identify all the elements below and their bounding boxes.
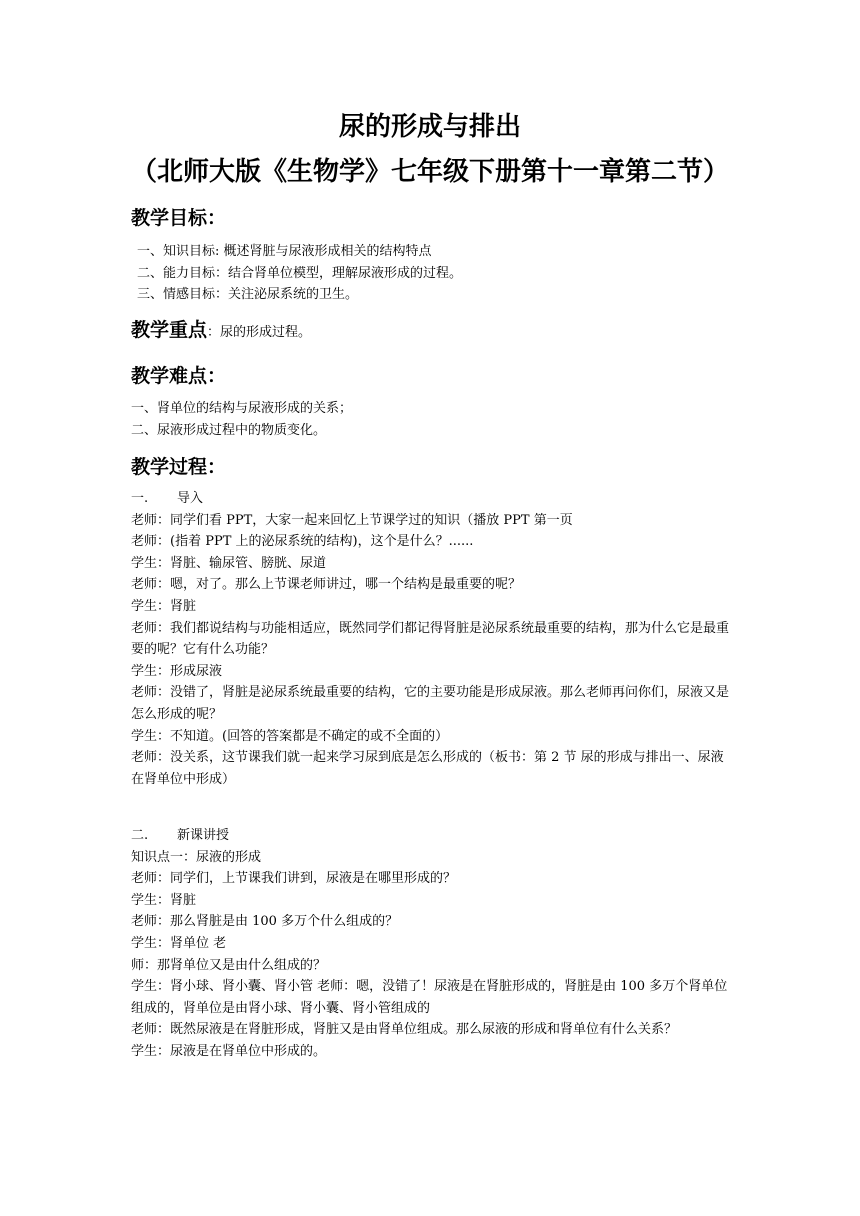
objectives-heading: 教学目标： — [131, 207, 227, 229]
objective-item: 三、情感目标：关注泌尿系统的卫生。 — [137, 287, 359, 303]
dialogue-line: 老师：同学们看 PPT，大家一起来回忆上节课学过的知识（播放 PPT 第一页 — [131, 512, 573, 528]
section-1-title-line — [131, 488, 736, 510]
dialogue-line: 老师：既然尿液是在肾脏形成，肾脏又是由肾单位组成。那么尿液的形成和肾单位有什么关系？ — [131, 1022, 678, 1038]
key-point-heading: 教学重点 — [131, 319, 208, 341]
difficulty-item: 一、肾单位的结构与尿液形成的关系； — [131, 401, 353, 416]
dialogue-line: 老师：没关系，这节课我们就一起来学习尿到底是怎么形成的（板书：第 2 节 尿的形成与排出一、尿液在肾单位中形成） — [131, 750, 724, 787]
dialogue-line: 老师：那么肾脏是由 100 多万个什么组成的？ — [131, 914, 399, 930]
dialogue-line: 老师：同学们，上节课我们讲到，尿液是在哪里形成的？ — [131, 871, 457, 887]
dialogue-line: 老师：嗯，对了。那么上节课老师讲过，哪一个结构是最重要的呢？ — [131, 577, 522, 593]
process-heading: 教学过程： — [131, 456, 227, 478]
difficulty-item: 二、尿液形成过程中的物质变化。 — [131, 422, 327, 438]
section-2-title-line — [131, 825, 736, 847]
section-1-number: 一. — [131, 491, 149, 506]
dialogue-line: 师：那肾单位又是由什么组成的？ — [131, 957, 327, 973]
dialogue-line: 学生：不知道。(回答的答案都是不确定的或不全面的） — [131, 728, 449, 744]
key-point-text: ：尿的形成过程。 — [207, 325, 312, 340]
process-section-2 — [131, 825, 736, 1063]
dialogue-line: 老师：没错了，肾脏是泌尿系统最重要的结构，它的主要功能是形成尿液。那么老师再问你们，尿液又是怎么形成的呢？ — [131, 685, 730, 722]
document-subtitle: （北师大版《生物学》七年级下册第十一章第二节） — [130, 157, 729, 187]
key-point-section — [131, 317, 311, 346]
section-1-title: 导入 — [177, 491, 204, 506]
dialogue-line: 老师：我们都说结构与功能相适应，既然同学们都记得肾脏是泌尿系统最重要的结构，那为什么它是最重要的呢？它有什么功能？ — [131, 620, 730, 658]
section-2-number: 二. — [131, 828, 149, 843]
difficulty-list — [131, 398, 736, 441]
dialogue-line: 学生：肾脏、输尿管、膀胱、尿道 — [131, 555, 327, 571]
section-2-title: 新课讲授 — [177, 828, 230, 843]
dialogue-line: 学生：肾脏 — [131, 892, 197, 908]
dialogue-line: 学生：肾单位 老 — [131, 935, 227, 951]
objective-item: 二、能力目标：结合肾单位模型，理解尿液形成的过程。 — [137, 265, 463, 281]
dialogue-line: 学生：尿液是在肾单位中形成的。 — [131, 1043, 327, 1059]
document-title: 尿的形成与排出 — [338, 112, 521, 142]
dialogue-line: 学生：肾小球、肾小囊、肾小管 老师：嗯，没错了！尿液是在肾脏形成的，肾脏是由 100 多万个肾单位组成的，肾单位是由肾小球、肾小囊、肾小管组成的 — [131, 979, 728, 1016]
objectives-list — [131, 241, 736, 306]
dialogue-line: 知识点一：尿液的形成 — [131, 849, 262, 865]
difficulty-heading: 教学难点： — [131, 365, 227, 387]
process-section-1 — [131, 488, 736, 790]
dialogue-line: 老师：(指着 PPT 上的泌尿系统的结构)，这个是什么？...... — [131, 534, 474, 550]
dialogue-line: 学生：形成尿液 — [131, 663, 223, 679]
objective-item: 一、知识目标: 概述肾脏与尿液形成相关的结构特点 — [137, 244, 432, 259]
dialogue-line: 学生：肾脏 — [131, 598, 197, 614]
